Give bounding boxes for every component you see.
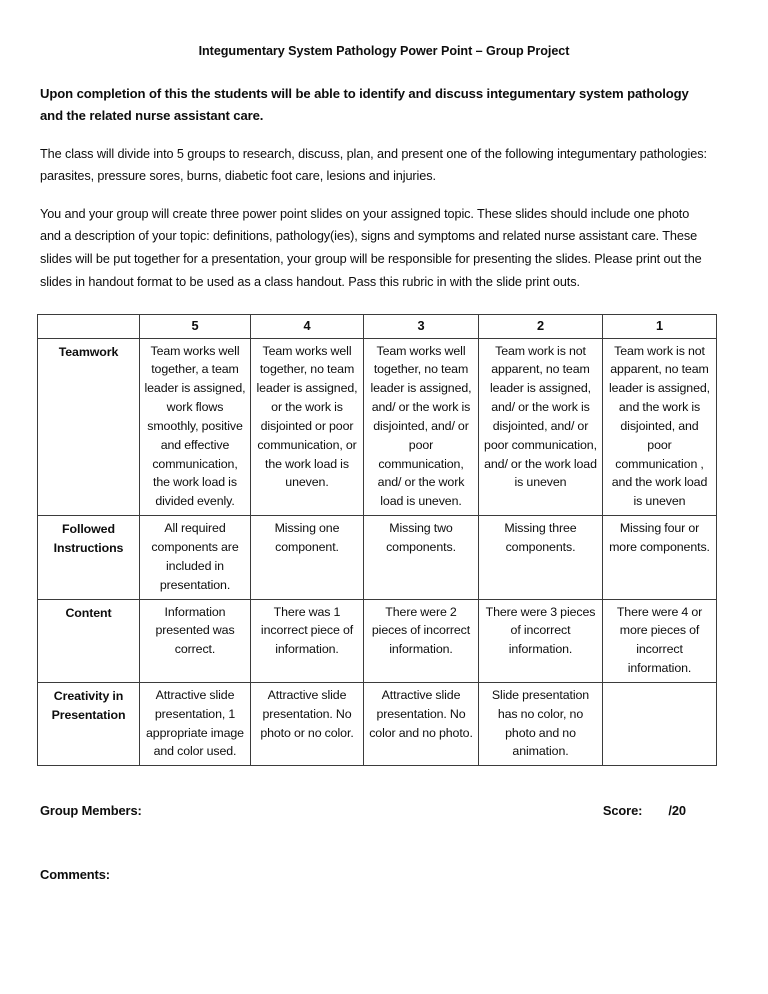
- table-row: [38, 682, 717, 765]
- rubric-cell-creativity-1: [603, 682, 717, 765]
- rubric-cell-teamwork-1: Team work is not apparent, no team leader is assigned, and the work is disjointed, and poor communication , and the work load is uneven: [603, 338, 717, 516]
- rubric-header-criterion: [38, 315, 140, 338]
- rubric-header-score-4: 4: [251, 315, 364, 338]
- paragraph-instructions: You and your group will create three power point slides on your assigned topic. These slides should include one photo and a description of your topic: definitions, pathology(ies), signs and symptoms and related nurse assistant care. These slides will be put together for a presentation, your group will be responsible for presenting the slides. Please print out the slides in handout format to be used as a class handout. Pass this rubric in with the slide print outs.: [40, 206, 702, 289]
- rubric-header-score-2: 2: [479, 315, 603, 338]
- rubric-header-row: [38, 315, 717, 338]
- rubric-criterion-creativity: Creativity in Presentation: [38, 682, 140, 765]
- rubric-header-score-1: 1: [603, 315, 717, 338]
- rubric-cell-followed-instructions-2: Missing three components.: [479, 516, 603, 599]
- rubric-cell-teamwork-3: Team works well together, no team leader is assigned, and/ or the work is disjointed, and/ or poor communication, and/ or the work load is uneven.: [364, 338, 479, 516]
- footer-row: [40, 766, 728, 818]
- rubric-cell-followed-instructions-3: Missing two components.: [364, 516, 479, 599]
- rubric-cell-creativity-2: Slide presentation has no color, no photo and no animation.: [479, 682, 603, 765]
- rubric-cell-teamwork-4: Team works well together, no team leader is assigned, or the work is disjointed or poor communication, or the work load is uneven.: [251, 338, 364, 516]
- objective-statement: Upon completion of this the students will be able to identify and discuss integumentary system pathology and the related nurse assistant care.: [40, 85, 689, 124]
- rubric-cell-creativity-5: Attractive slide presentation, 1 appropriate image and color used.: [140, 682, 251, 765]
- rubric-cell-content-5: Information presented was correct.: [140, 599, 251, 682]
- rubric-cell-content-2: There were 3 pieces of incorrect information.: [479, 599, 603, 682]
- comments-label: Comments:: [40, 867, 111, 883]
- page-title: Integumentary System Pathology Power Point – Group Project: [198, 44, 570, 58]
- score-value: /20: [668, 803, 686, 819]
- rubric-criterion-content: Content: [38, 599, 140, 682]
- score-label: Score:: [602, 803, 643, 819]
- paragraph-groups: The class will divide into 5 groups to research, discuss, plan, and present one of the following integumentary pathologies: parasites, pressure sores, burns, diabetic foot care, lesions and injuries.: [40, 146, 707, 184]
- table-row: [38, 338, 717, 516]
- rubric-cell-content-4: There was 1 incorrect piece of information.: [251, 599, 364, 682]
- rubric-cell-teamwork-2: Team work is not apparent, no team leader is assigned, and/ or the work is disjointed, and/ or poor communication, and/ or the work load is uneven: [479, 338, 603, 516]
- rubric-criterion-teamwork: Teamwork: [38, 338, 140, 516]
- rubric-cell-followed-instructions-4: Missing one component.: [251, 516, 364, 599]
- rubric-cell-creativity-3: Attractive slide presentation. No color and no photo.: [364, 682, 479, 765]
- rubric-header-score-3: 3: [364, 315, 479, 338]
- rubric-cell-followed-instructions-1: Missing four or more components.: [603, 516, 717, 599]
- group-members-label: Group Members:: [40, 803, 142, 819]
- rubric-criterion-followed-instructions: Followed Instructions: [38, 516, 140, 599]
- rubric-header-score-5: 5: [140, 315, 251, 338]
- rubric-cell-followed-instructions-5: All required components are included in presentation.: [140, 516, 251, 599]
- table-row: [38, 599, 717, 682]
- rubric-cell-teamwork-5: Team works well together, a team leader is assigned, work flows smoothly, positive and effective communication, the work load is divided evenly.: [140, 338, 251, 516]
- rubric-table: [37, 314, 717, 766]
- rubric-cell-content-3: There were 2 pieces of incorrect information.: [364, 599, 479, 682]
- rubric-cell-content-1: There were 4 or more pieces of incorrect information.: [603, 599, 717, 682]
- table-row: [38, 516, 717, 599]
- rubric-cell-creativity-4: Attractive slide presentation. No photo or no color.: [251, 682, 364, 765]
